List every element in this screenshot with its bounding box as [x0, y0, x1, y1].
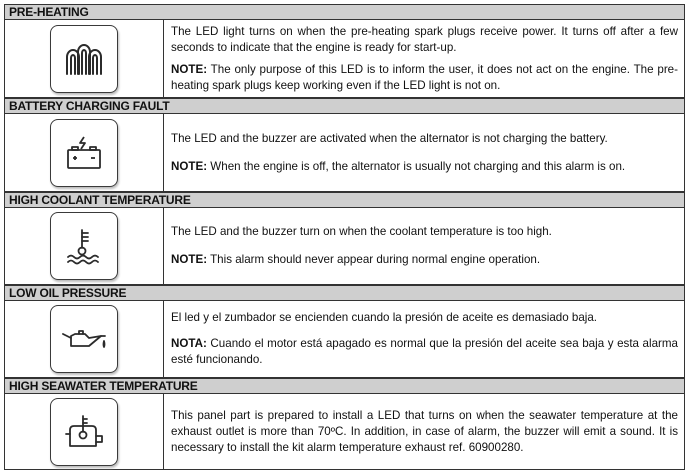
note-text: This alarm should never appear during normal engine operation. — [207, 253, 541, 266]
note-text: Cuando el motor está apagado es normal que la presión del aceite sea baja y esta alarma esté funcionando. — [171, 337, 678, 366]
note-pre-heating — [171, 62, 678, 94]
section-title-pre-heating: PRE-HEATING — [4, 4, 685, 20]
oil-can-icon — [50, 305, 118, 373]
note-low-oil-pressure — [171, 336, 678, 368]
note-text: When the engine is off, the alternator is usually not charging and this alarm is on. — [207, 159, 626, 173]
preheat-coil-icon — [50, 25, 118, 93]
note-battery-charging-fault — [171, 159, 678, 175]
section-title-low-oil-pressure: LOW OIL PRESSURE — [4, 285, 685, 301]
section-title-high-coolant-temperature: HIGH COOLANT TEMPERATURE — [4, 192, 685, 208]
section-row-pre-heating — [4, 20, 685, 98]
description-battery-charging-fault: The LED and the buzzer are activated when the alternator is not charging the battery. — [171, 131, 608, 145]
note-high-coolant-temperature — [171, 252, 678, 268]
description-low-oil-pressure: El led y el zumbador se encienden cuando la presión de aceite es demasiado baja. — [171, 311, 598, 324]
seawater-temperature-icon — [50, 398, 118, 466]
alarm-reference-table — [4, 4, 685, 470]
note-label: NOTE: — [171, 159, 208, 173]
description-high-coolant-temperature: The LED and the buzzer turn on when the coolant temperature is too high. — [171, 225, 552, 238]
note-label: NOTE: — [171, 253, 208, 266]
description-high-seawater-temperature: This panel part is prepared to install a LED that turns on when the seawater temperature at the exhaust outlet is more than 70ºC. In addition, in case of alarm, the buzzer will emit a sound. It is necessary to install the kit alarm temperature exhaust ref. 60900280. — [171, 408, 678, 454]
description-pre-heating: The LED light turns on when the pre-heating spark plugs receive power. It turns off after a few seconds to indicate that the engine is ready for start-up. — [171, 24, 678, 54]
section-title-battery-charging-fault: BATTERY CHARGING FAULT — [4, 98, 685, 114]
section-row-battery-charging-fault — [4, 114, 685, 192]
note-text: The only purpose of this LED is to inform the user, it does not act on the engine. The pre-heating spark plugs keep working even if the LED light is not on. — [171, 62, 678, 92]
note-label: NOTA: — [171, 337, 207, 350]
section-row-high-coolant-temperature — [4, 208, 685, 285]
note-label: NOTE: — [171, 62, 208, 76]
battery-charge-icon — [50, 119, 118, 187]
coolant-temperature-icon — [50, 212, 118, 280]
section-row-high-seawater-temperature — [4, 394, 685, 470]
section-row-low-oil-pressure — [4, 301, 685, 378]
section-title-high-seawater-temperature: HIGH SEAWATER TEMPERATURE — [4, 378, 685, 394]
